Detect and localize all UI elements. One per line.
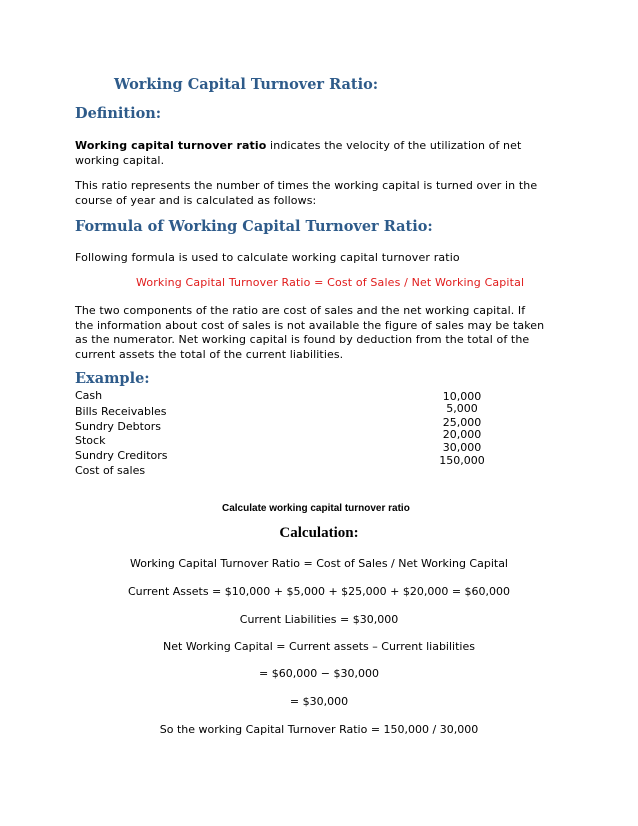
example-label: Stock — [75, 434, 106, 447]
example-value: 30,000 — [442, 441, 482, 454]
example-label: Sundry Creditors — [75, 449, 168, 462]
calculation-line: Working Capital Turnover Ratio = Cost of Sales / Net Working Capital — [130, 557, 508, 570]
calculation-line: = $60,000 − $30,000 — [259, 667, 379, 680]
example-label: Cash — [75, 389, 103, 402]
formula-explanation: The two components of the ratio are cost of sales and the net working capital. If the information about cost of sales is not available the figure of sales may be taken as the numerator. Net working capital is found by deduction from the total of the current assets the total of the current liabilities. — [75, 304, 545, 361]
definition-paragraph — [75, 139, 545, 168]
formula-heading: Formula of Working Capital Turnover Ratio: — [75, 218, 433, 235]
example-value: 10,000 — [442, 390, 482, 403]
ratio-description: This ratio represents the number of times the working capital is turned over in the course of year and is calculated as follows: — [75, 179, 538, 207]
calculation-heading: Calculation: — [279, 525, 359, 541]
calculation-line: Current Liabilities = $30,000 — [239, 613, 399, 626]
formula-expression: Working Capital Turnover Ratio = Cost of Sales / Net Working Capital — [136, 276, 525, 289]
example-value: 5,000 — [446, 402, 478, 415]
definition-term: Working capital turnover ratio — [75, 139, 267, 152]
example-value: 20,000 — [442, 428, 482, 441]
example-value: 25,000 — [442, 416, 482, 429]
example-label: Bills Receivables — [75, 405, 167, 418]
page-title: Working Capital Turnover Ratio: — [114, 76, 379, 93]
definition-text: indicates the velocity of the utilization of net working capital. — [75, 139, 522, 167]
example-label: Cost of sales — [75, 464, 146, 477]
example-label: Sundry Debtors — [75, 420, 161, 433]
calculation-line: = $30,000 — [289, 695, 349, 708]
calculation-line: So the working Capital Turnover Ratio = 150,000 / 30,000 — [159, 723, 479, 736]
calculation-line: Net Working Capital = Current assets – Current liabilities — [163, 640, 475, 653]
definition-heading: Definition: — [75, 105, 162, 122]
example-value: 150,000 — [439, 454, 485, 467]
example-instruction: Calculate working capital turnover ratio — [222, 503, 410, 514]
calculation-line: Current Assets = $10,000 + $5,000 + $25,000 + $20,000 = $60,000 — [127, 585, 511, 598]
example-heading: Example: — [75, 370, 150, 387]
formula-intro: Following formula is used to calculate working capital turnover ratio — [75, 251, 460, 264]
